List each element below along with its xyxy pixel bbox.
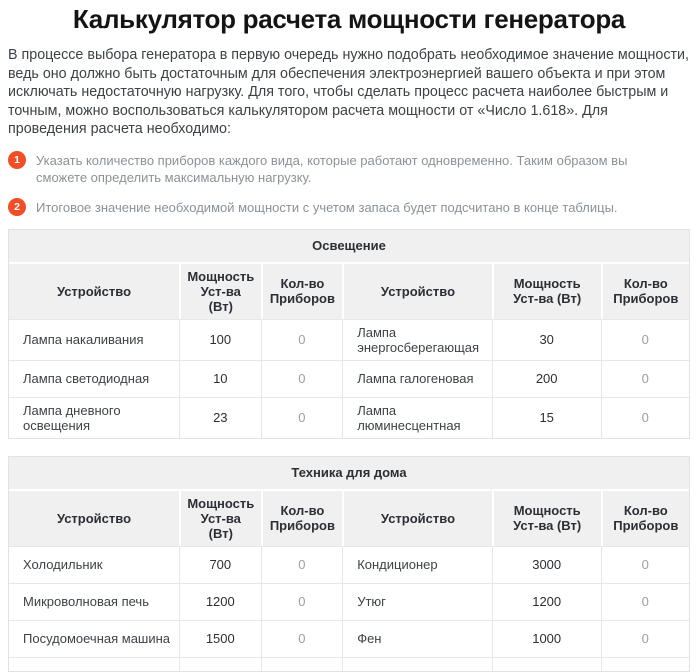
column-header-qty: Кол-во Приборов: [261, 489, 343, 546]
column-header-device: Устройство: [342, 489, 492, 546]
device-name: Лампа светодиодная: [9, 360, 179, 397]
device-name: Кондиционер: [342, 546, 492, 583]
device-power-value: 200: [492, 360, 601, 397]
empty-cell: [9, 657, 179, 671]
device-name: Микроволновая печь: [9, 583, 179, 620]
step-number-badge: 1: [8, 151, 26, 169]
table-title-row: [9, 230, 689, 262]
device-name: Фен: [342, 620, 492, 657]
table-title: Техника для дома: [9, 457, 689, 489]
column-header-power: Мощность Уст-ва (Вт): [179, 489, 261, 546]
device-qty-input[interactable]: 0: [601, 620, 689, 657]
column-header-device: Устройство: [9, 262, 179, 319]
device-qty-input[interactable]: 0: [261, 397, 343, 438]
table-row: [9, 397, 689, 438]
column-header-device: Устройство: [9, 489, 179, 546]
column-header-power: Мощность Уст-ва (Вт): [492, 262, 601, 319]
device-name: Посудомоечная машина: [9, 620, 179, 657]
table-title-row: [9, 457, 689, 489]
device-qty-input[interactable]: 0: [261, 360, 343, 397]
device-power-value: 10: [179, 360, 261, 397]
device-qty-input[interactable]: 0: [601, 583, 689, 620]
device-name: Лампа люминесцентная: [342, 397, 492, 438]
table-row-partial: [9, 657, 689, 671]
empty-cell: [492, 657, 601, 671]
home-appliances-table: [8, 456, 690, 672]
device-qty-input[interactable]: 0: [261, 319, 343, 360]
device-name: Лампа энергосберегающая: [342, 319, 492, 360]
empty-cell: [261, 657, 343, 671]
device-power-value: 15: [492, 397, 601, 438]
device-qty-input[interactable]: 0: [261, 583, 343, 620]
table-row: [9, 546, 689, 583]
device-name: Утюг: [342, 583, 492, 620]
empty-cell: [179, 657, 261, 671]
column-header-qty: Кол-во Приборов: [601, 489, 689, 546]
device-power-value: 3000: [492, 546, 601, 583]
device-name: Лампа галогеновая: [342, 360, 492, 397]
device-name: Лампа дневного освещения: [9, 397, 179, 438]
device-power-value: 700: [179, 546, 261, 583]
page-title: Калькулятор расчета мощности генератора: [72, 4, 626, 34]
column-header-device: Устройство: [342, 262, 492, 319]
device-power-value: 23: [179, 397, 261, 438]
column-header-qty: Кол-во Приборов: [601, 262, 689, 319]
table-row: [9, 360, 689, 397]
device-name: Холодильник: [9, 546, 179, 583]
column-header-power: Мощность Уст-ва (Вт): [492, 489, 601, 546]
device-qty-input[interactable]: 0: [601, 319, 689, 360]
device-power-value: 30: [492, 319, 601, 360]
empty-cell: [601, 657, 689, 671]
device-power-value: 1200: [179, 583, 261, 620]
device-qty-input[interactable]: 0: [261, 546, 343, 583]
column-header-power: Мощность Уст-ва (Вт): [179, 262, 261, 319]
device-qty-input[interactable]: 0: [601, 360, 689, 397]
table-row: [9, 583, 689, 620]
step-text: Указать количество приборов каждого вида, которые работают одновременно. Таким образом вы сможете определить максимальную нагрузку.: [36, 152, 628, 185]
table-title: Освещение: [9, 230, 689, 262]
device-power-value: 1000: [492, 620, 601, 657]
device-qty-input[interactable]: 0: [601, 397, 689, 438]
step-item-2: [8, 199, 690, 216]
empty-cell: [342, 657, 492, 671]
table-header-row: [9, 489, 689, 546]
device-power-value: 1500: [179, 620, 261, 657]
step-number-badge: 2: [8, 198, 26, 216]
table-row: [9, 319, 689, 360]
step-item-1: [8, 152, 690, 186]
column-header-qty: Кол-во Приборов: [261, 262, 343, 319]
intro-paragraph: В процессе выбора генератора в первую очередь нужно подобрать необходимое значение мощности, ведь оно должно быть достаточным для обеспечения электроэнергией вашего объекта и при этом исключать недостаточную нагрузку. Для того, чтобы сделать процесс расчета наиболее быстрым и точным, можно воспользоваться калькулятором расчета мощности от «Число 1.618». Для проведения расчета необходимо:: [8, 47, 689, 137]
step-text: Итоговое значение необходимой мощности с учетом запаса будет подсчитано в конце таблицы.: [36, 199, 618, 215]
steps-list: [8, 152, 690, 216]
device-power-value: 1200: [492, 583, 601, 620]
device-qty-input[interactable]: 0: [601, 546, 689, 583]
table-header-row: [9, 262, 689, 319]
device-name: Лампа накаливания: [9, 319, 179, 360]
device-qty-input[interactable]: 0: [261, 620, 343, 657]
table-row: [9, 620, 689, 657]
device-power-value: 100: [179, 319, 261, 360]
page-container: [0, 4, 698, 672]
lighting-table: [8, 229, 690, 439]
